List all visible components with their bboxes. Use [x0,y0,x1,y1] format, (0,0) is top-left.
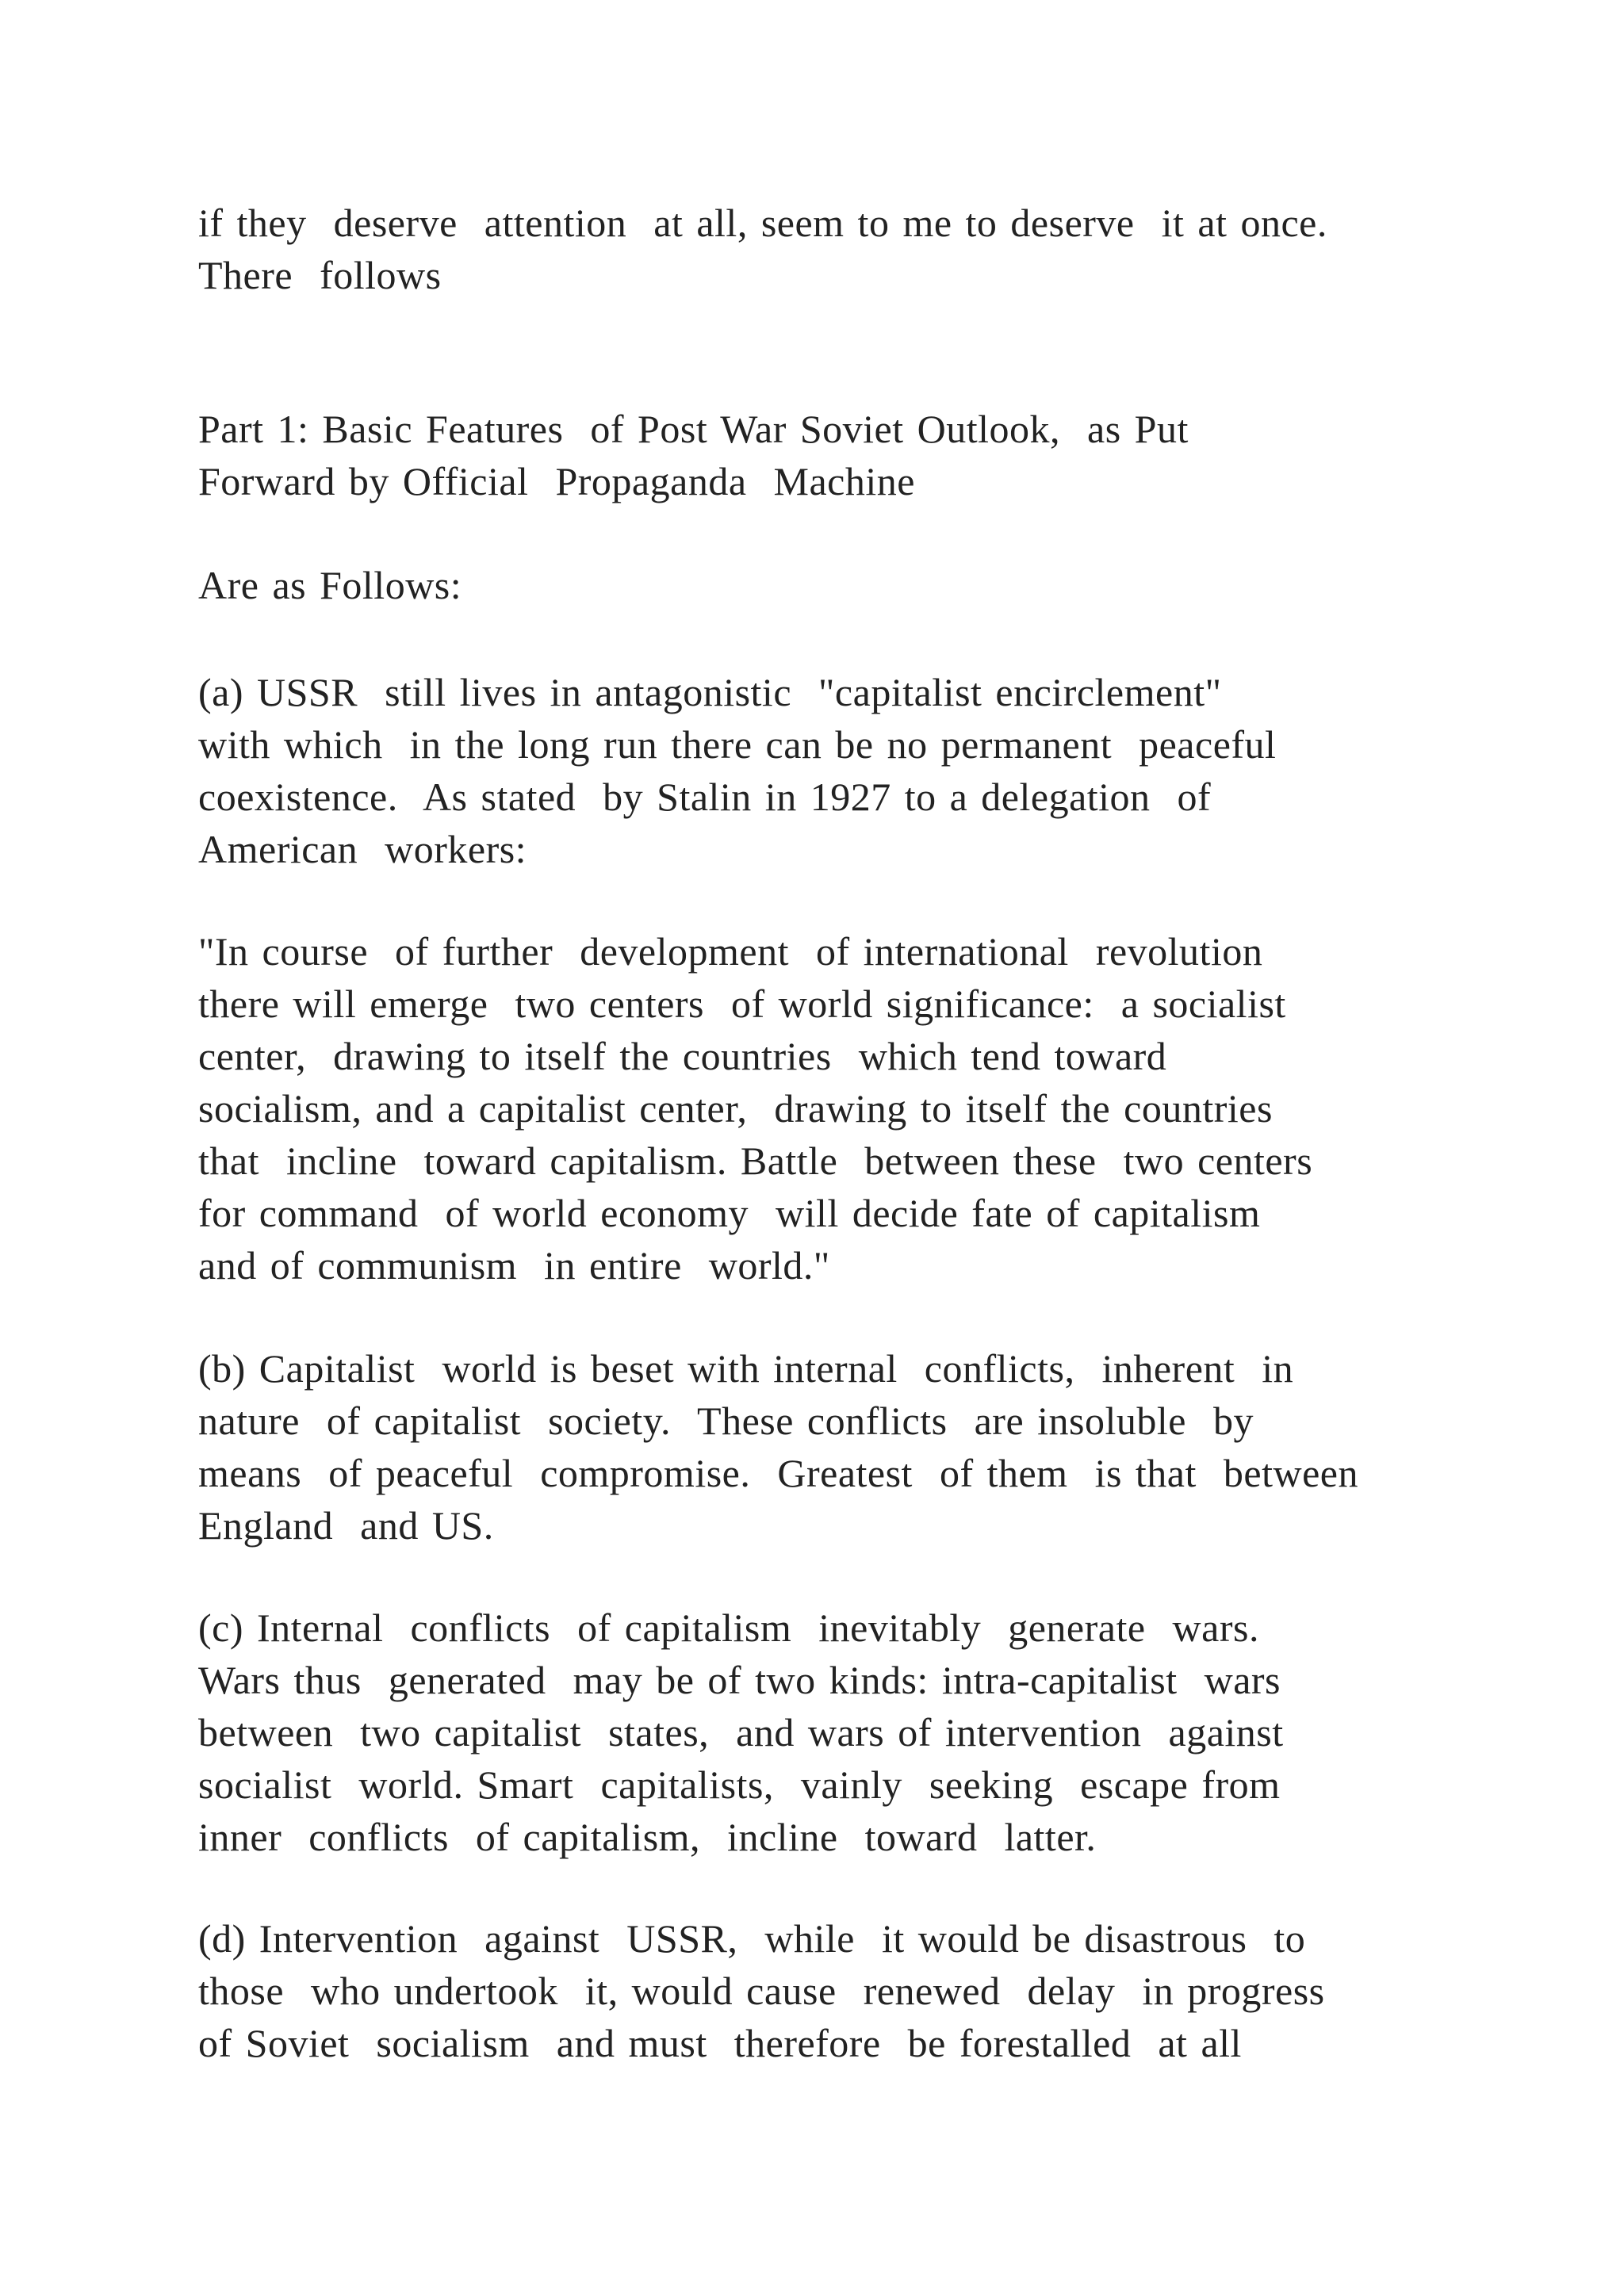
text-line: between two capitalist states, and wars of intervention against [198,1710,1284,1755]
text-line: Part 1: Basic Features of Post War Soviet Outlook, as Put [198,407,1189,451]
text-line: England and US. [198,1503,494,1548]
paragraph-c [198,1601,1467,1863]
text-line: "In course of further development of international revolution [198,929,1263,974]
stalin-quote [198,925,1467,1292]
text-line: socialism, and a capitalist center, drawing to itself the countries [198,1086,1273,1131]
text-line: There follows [198,253,442,297]
text-line: there will emerge two centers of world significance: a socialist [198,982,1286,1026]
text-line: if they deserve attention at all, seem to me to deserve it at once. [198,201,1327,245]
text-line: Forward by Official Propaganda Machine [198,459,915,503]
text-line: nature of capitalist society. These conflicts are insoluble by [198,1399,1254,1443]
text-line: Wars thus generated may be of two kinds: intra-capitalist wars [198,1658,1281,1702]
text-line: means of peaceful compromise. Greatest of them is that between [198,1451,1358,1495]
are-as-follows-line [198,559,1467,611]
paragraph-d [198,1912,1467,2069]
text-line: inner conflicts of capitalism, incline toward latter. [198,1815,1097,1859]
intro-paragraph [198,197,1467,301]
text-line: and of communism in entire world." [198,1243,830,1288]
text-line: Are as Follows: [198,563,462,607]
text-line: those who undertook it, would cause renewed delay in progress [198,1969,1325,2013]
text-line: for command of world economy will decide fate of capitalism [198,1191,1261,1235]
text-line: that incline toward capitalism. Battle between these two centers [198,1138,1313,1183]
paragraph-b [198,1342,1467,1552]
text-line: coexistence. As stated by Stalin in 1927 to a delegation of [198,775,1212,819]
text-line: socialist world. Smart capitalists, vainly seeking escape from [198,1762,1281,1807]
text-line: of Soviet socialism and must therefore be forestalled at all [198,2021,1242,2065]
text-line: (c) Internal conflicts of capitalism inevitably generate wars. [198,1605,1259,1650]
text-line: American workers: [198,827,527,871]
text-line: with which in the long run there can be no permanent peaceful [198,722,1277,767]
text-line: (b) Capitalist world is beset with internal conflicts, inherent in [198,1346,1294,1391]
paragraph-a [198,666,1467,875]
text-line: center, drawing to itself the countries which tend toward [198,1034,1167,1078]
text-line: (d) Intervention against USSR, while it would be disastrous to [198,1916,1306,1961]
text-line: (a) USSR still lives in antagonistic "capitalist encirclement" [198,670,1222,714]
section-heading [198,403,1467,507]
